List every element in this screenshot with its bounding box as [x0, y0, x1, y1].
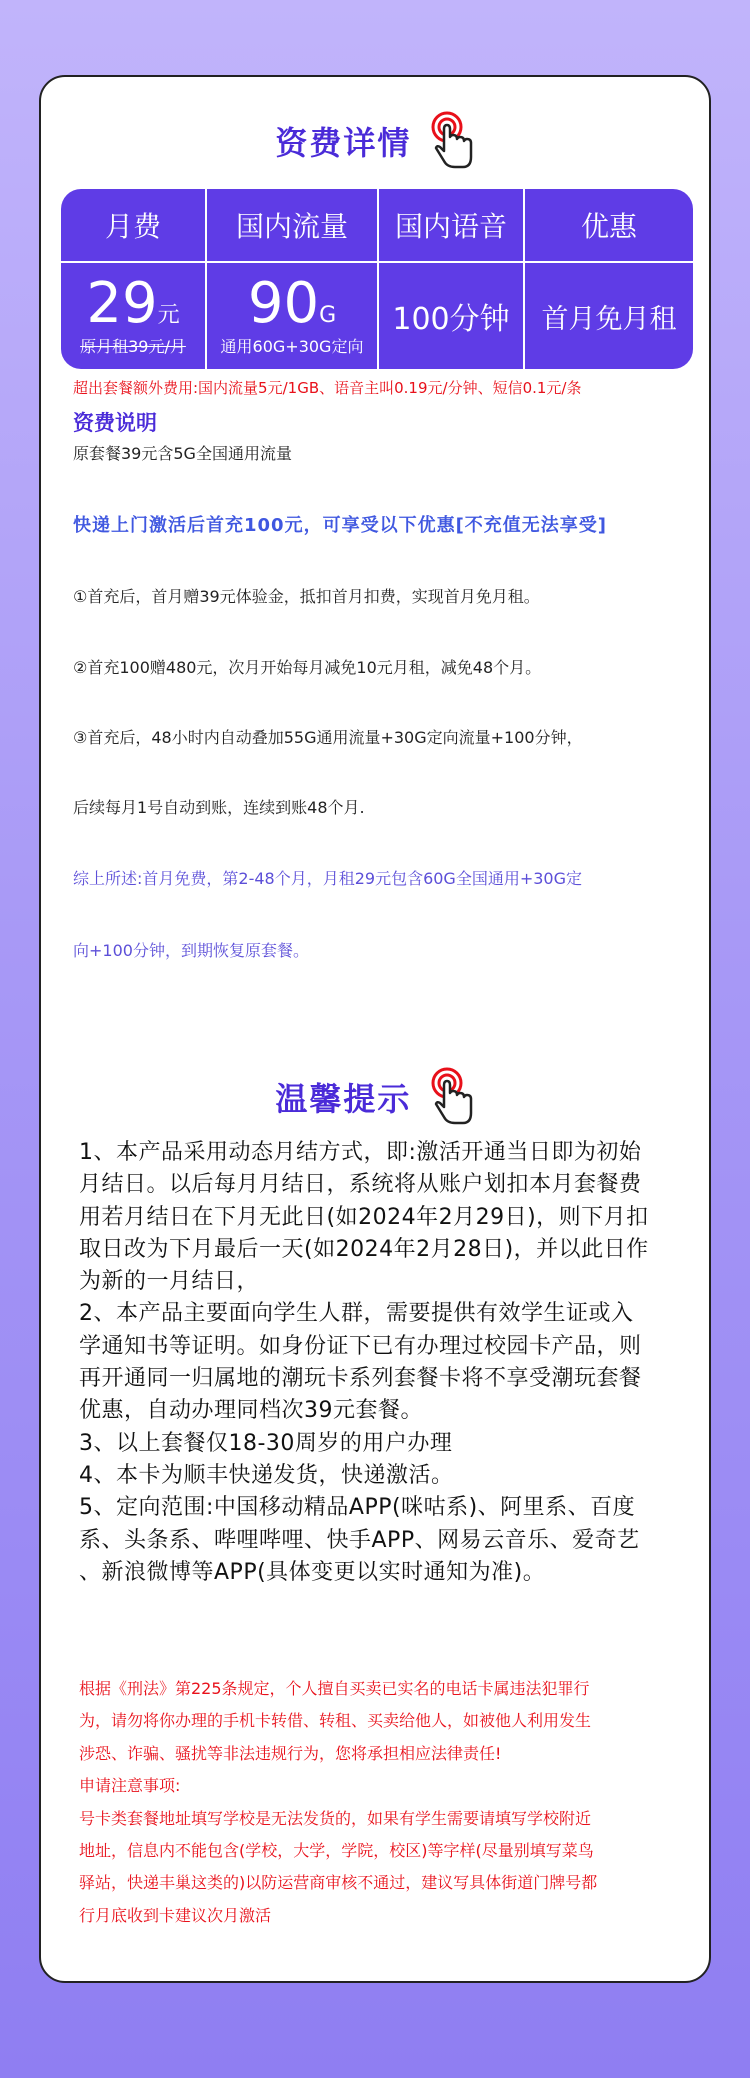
- offer-item-1: ①首充后，首月赠39元体验金，抵扣首月扣费，实现首月免月租。: [73, 587, 540, 606]
- summary-line-2: 向+100分钟，到期恢复原套餐。: [73, 941, 309, 960]
- activation-offer: 快递上门激活后首充100元，可享受以下优惠[不充值无法享受]: [73, 515, 608, 536]
- price-table: [61, 189, 693, 369]
- tips-line: 系、头条系、哔哩哔哩、快手APP、网易云音乐、爱奇艺: [79, 1527, 640, 1553]
- tips-line: 用若月结日在下月无此日(如2024年2月29日)，则下月扣: [79, 1204, 649, 1230]
- fee-title-text: 资费详情: [275, 124, 412, 162]
- tips-line: 取日改为下月最后一天(如2024年2月28日)，并以此日作: [79, 1236, 649, 1262]
- monthly-fee-value: 29: [86, 270, 158, 336]
- tips-line: 、新浪微博等APP(具体变更以实时通知为准)。: [79, 1559, 546, 1585]
- tips-line: 5、定向范围:中国移动精品APP(咪咕系)、阿里系、百度: [79, 1495, 636, 1521]
- offer-item-2: ②首充100赠480元，次月开始每月减免10元月租，减免48个月。: [73, 658, 542, 677]
- legal-line: 行月底收到卡建议次月激活: [79, 1905, 272, 1925]
- voice-cell: [379, 263, 525, 369]
- overage-note: 超出套餐额外费用:国内流量5元/1GB、语音主叫0.19元/分钟、短信0.1元/条: [73, 379, 582, 397]
- plan-card: [39, 75, 711, 1983]
- tips-section-title: [41, 1067, 709, 1127]
- tips-title-text: 温馨提示: [275, 1080, 412, 1118]
- legal-line: 驿站，快递丰巢这类的)以防运营商审核不通过，建议写具体街道门牌号都: [79, 1873, 598, 1893]
- legal-line: 申请注意事项:: [79, 1776, 181, 1796]
- monthly-fee-cell: [61, 263, 207, 369]
- legal-line: 号卡类套餐地址填写学校是无法发货的，如果有学生需要请填写学校附近: [79, 1808, 592, 1828]
- legal-notice: [79, 1673, 684, 1932]
- offer-cell: [525, 263, 693, 369]
- tips-line: 为新的一月结日，: [79, 1269, 260, 1295]
- tips-line: 再开通同一归属地的潮玩卡系列套餐卡将不享受潮玩套餐: [79, 1366, 642, 1392]
- voice-value: 100分钟: [392, 302, 510, 337]
- explain-title: 资费说明: [73, 411, 157, 435]
- data-value: 90: [247, 270, 320, 336]
- tap-hand-icon: [431, 1067, 475, 1127]
- offer-item-3-line-2: 后续每月1号自动到账，连续到账48个月.: [73, 798, 365, 817]
- header-offer: 优惠: [525, 189, 693, 263]
- fee-section-title: [41, 111, 709, 171]
- tips-line: 学通知书等证明。如身份证下已有办理过校园卡产品，则: [79, 1333, 642, 1359]
- header-domestic-data: 国内流量: [207, 189, 379, 263]
- tips-line: 优惠，自动办理同档次39元套餐。: [79, 1398, 423, 1424]
- tap-hand-icon: [431, 111, 475, 171]
- tips-list: [79, 1137, 684, 1589]
- data-unit: G: [319, 302, 337, 328]
- tips-line: 月结日。以后每月月结日，系统将从账户划扣本月套餐费: [79, 1172, 642, 1198]
- offer-value: 首月免月租: [541, 303, 677, 335]
- base-plan-text: 原套餐39元含5G全国通用流量: [73, 444, 292, 463]
- header-monthly-fee: 月费: [61, 189, 207, 263]
- original-price: 原月租39元/月: [80, 336, 186, 356]
- header-domestic-voice: 国内语音: [379, 189, 525, 263]
- tips-line: 1、本产品采用动态月结方式，即:激活开通当日即为初始: [79, 1140, 642, 1165]
- offer-item-3-line-1: ③首充后，48小时内自动叠加55G通用流量+30G定向流量+100分钟，: [73, 728, 583, 747]
- tips-line: 2、本产品主要面向学生人群，需要提供有效学生证或入: [79, 1301, 634, 1327]
- legal-line: 涉恐、诈骗、骚扰等非法违规行为，您将承担相应法律责任!: [79, 1743, 502, 1763]
- legal-line: 为，请勿将你办理的手机卡转借、转租、买卖给他人，如被他人利用发生: [79, 1711, 592, 1731]
- tips-line: 4、本卡为顺丰快递发货，快递激活。: [79, 1462, 454, 1488]
- data-detail: 通用60G+30G定向: [220, 336, 364, 356]
- tips-line: 3、以上套餐仅18-30周岁的用户办理: [79, 1430, 453, 1456]
- data-cell: [207, 263, 379, 369]
- legal-line: 根据《刑法》第225条规定，个人擅自买卖已实名的电话卡属违法犯罪行: [79, 1679, 590, 1698]
- monthly-fee-unit: 元: [157, 302, 180, 328]
- legal-line: 地址，信息内不能包含(学校，大学，学院，校区)等字样(尽量别填写菜鸟: [79, 1841, 594, 1861]
- summary-line-1: 综上所述:首月免费，第2-48个月，月租29元包含60G全国通用+30G定: [73, 869, 582, 888]
